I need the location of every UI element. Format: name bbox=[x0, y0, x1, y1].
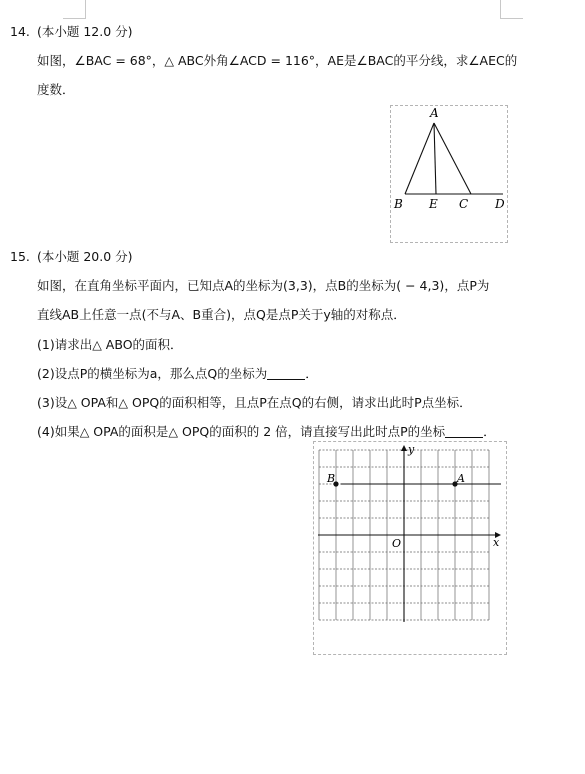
answer-blank-2 bbox=[267, 367, 305, 380]
q15-part2-text: (2)设点P的横坐标为a，那么点Q的坐标为 bbox=[37, 366, 268, 381]
q15-figure bbox=[313, 441, 507, 655]
bisector-ae bbox=[434, 123, 436, 194]
coordinate-grid bbox=[314, 442, 506, 654]
q14-header: (本小题 12.0 分) bbox=[37, 24, 133, 39]
side-ac bbox=[434, 123, 471, 194]
q15-part4-end: ． bbox=[483, 424, 496, 439]
q15-number: 15. bbox=[10, 249, 30, 264]
label-d: D bbox=[495, 197, 505, 211]
q15-part2-end: ． bbox=[305, 366, 318, 381]
label-origin: O bbox=[392, 537, 402, 550]
q15-text-line1: 如图，在直角坐标平面内，已知点A的坐标为(3,3)，点B的坐标为( − 4,3)，点P为 bbox=[37, 278, 490, 293]
label-a: A bbox=[430, 106, 439, 120]
q15-part4-text: (4)如果△ OPA的面积是△ OPQ的面积的 2 倍，请直接写出此时点P的坐标 bbox=[37, 424, 446, 439]
label-b: B bbox=[394, 197, 403, 211]
answer-blank-4 bbox=[445, 425, 483, 438]
page-corner-mark-left bbox=[63, 0, 86, 19]
page-corner-mark-right bbox=[500, 0, 523, 19]
label-point-b: B bbox=[327, 472, 336, 485]
triangle-diagram bbox=[391, 106, 507, 242]
y-axis-arrow bbox=[401, 445, 407, 451]
q14-figure bbox=[390, 105, 508, 243]
q14-text-line1: 如图，∠BAC = 68°，△ ABC外角∠ACD = 116°，AE是∠BAC的平分线，求∠AEC的 bbox=[37, 53, 518, 68]
q15-part1: (1)请求出△ ABO的面积． bbox=[37, 337, 183, 352]
label-x: x bbox=[493, 536, 500, 549]
label-e: E bbox=[429, 197, 438, 211]
q15-part3: (3)设△ OPA和△ OPQ的面积相等，且点P在点Q的右侧，请求出此时P点坐标． bbox=[37, 395, 472, 410]
q15-text-line2: 直线AB上任意一点(不与A、B重合)，点Q是点P关于y轴的对称点． bbox=[37, 307, 406, 322]
side-ab bbox=[405, 123, 434, 194]
label-y: y bbox=[408, 443, 415, 456]
q15-part2 bbox=[37, 366, 318, 382]
label-point-a: A bbox=[457, 472, 465, 485]
q14-text-line2: 度数． bbox=[37, 82, 75, 97]
q15-part4 bbox=[37, 424, 496, 440]
label-c: C bbox=[459, 197, 469, 211]
q15-header: (本小题 20.0 分) bbox=[37, 249, 133, 264]
q14-number: 14. bbox=[10, 24, 30, 39]
